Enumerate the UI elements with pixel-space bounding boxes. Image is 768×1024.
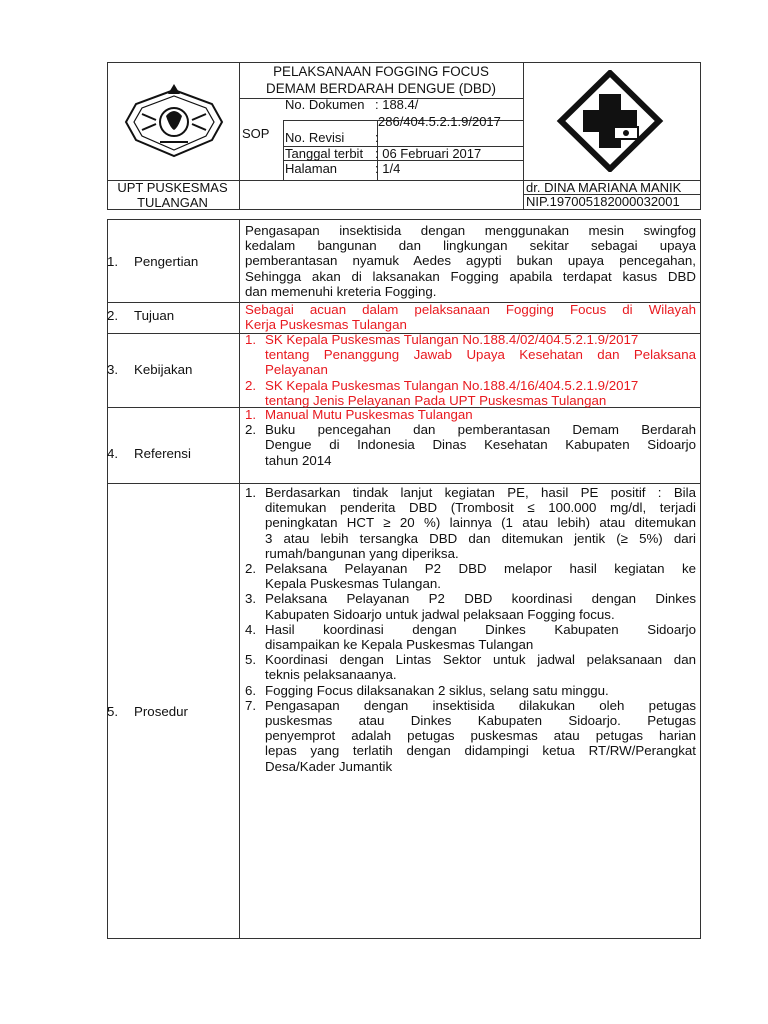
section-label-tujuan: Tujuan	[134, 308, 175, 323]
section-3-label-row	[107, 362, 192, 377]
section-label-prosedur: Prosedur	[134, 704, 188, 719]
section-4-label-row	[107, 446, 191, 461]
signer-name: dr. DINA MARIANA MANIK	[526, 180, 682, 195]
text-line: pemberantasan nyamuk Aedes agypti bukan upaya pencegahan,	[245, 253, 696, 269]
section-label-pengertian: Pengertian	[134, 254, 199, 269]
list-item: 6. Fogging Focus dilaksanakan 2 siklus, selang satu minggu.	[245, 682, 609, 698]
regency-emblem-logo	[116, 76, 232, 168]
page-value: : 1/4	[375, 161, 401, 176]
revision-value: :	[375, 130, 379, 145]
text-line: kedalam bangunan dan lingkungan sekitar sebagai upaya	[245, 238, 696, 254]
signer-nip: NIP.197005182000032001	[526, 194, 680, 209]
section-5-label-row	[107, 704, 188, 719]
pengertian-text	[245, 223, 696, 299]
section-number: 3.	[107, 362, 119, 377]
doc-number-label: No. Dokumen	[285, 97, 365, 112]
puskesmas-cross-logo	[555, 70, 665, 172]
organization-name-line-2: TULANGAN	[137, 195, 208, 210]
list-item: 2. SK Kepala Puskesmas Tulangan No.188.4/16/404.5.2.1.9/2017 tentang Jenis Pelayanan Pada UPT Puskesmas Tulangan	[245, 377, 639, 408]
text-line: Sehingga akan di laksanakan Fogging apabila terdapat kasus DBD	[245, 268, 696, 284]
section-1-label-row	[107, 254, 198, 269]
revision-label: No. Revisi	[285, 130, 345, 145]
list-item: 7. Pengasapan dengan insektisida dilakukan oleh petugas puskesmas atau Dinkes Kabupaten Sidoarjo. Petugas penyemprot adalah petugas puskesmas atau petugas harian lepas yang terlatih dengan didampingi ketua RT/RW/Perangkat Desa/Kader Jumantik	[245, 697, 696, 774]
doc-number-value: : 188.4/	[375, 97, 419, 112]
list-item: 3. Pelaksana Pelayanan P2 DBD koordinasi dengan Dinkes Kabupaten Sidoarjo untuk jadwal pelaksaan Fogging focus.	[245, 591, 696, 622]
section-number: 2.	[107, 308, 119, 323]
list-item: 4. Hasil koordinasi dengan Dinkes Kabupaten Sidoarjo disampaikan ke Kepala Puskesmas Tulangan	[245, 621, 696, 653]
section-number: 5.	[107, 704, 119, 719]
section-label-kebijakan: Kebijakan	[134, 362, 193, 377]
list-item: 5. Koordinasi dengan Lintas Sektor untuk jadwal pelaksanaan dan teknis pelaksanaanya.	[245, 652, 696, 683]
doc-number-value-line-2: 286/404.5.2.1.9/2017	[378, 114, 501, 129]
referensi-list	[245, 407, 696, 468]
text-line: Pengasapan insektisida dengan menggunakan mesin swingfog	[245, 223, 696, 238]
page-label: Halaman	[285, 161, 338, 176]
kebijakan-list	[245, 332, 696, 408]
section-2-label-row	[107, 308, 174, 323]
list-item: 2. Buku pencegahan dan pemberantasan Demam Berdarah Dengue di Indonesia Dinas Kesehatan Kabupaten Sidoarjo tahun 2014	[245, 422, 696, 468]
section-label-referensi: Referensi	[134, 446, 191, 461]
text-line: dan memenuhi kreteria Fogging.	[245, 283, 437, 299]
sop-divider	[283, 120, 284, 180]
section-number: 4.	[107, 446, 119, 461]
text-line: Sebagai acuan dalam pelaksanaan Fogging Focus di Wilayah	[245, 302, 696, 317]
document-title-line-2: DEMAM BERDARAH DENGUE (DBD)	[266, 81, 496, 97]
list-item: 2. Pelaksana Pelayanan P2 DBD melapor hasil kegiatan ke Kepala Puskesmas Tulangan.	[245, 561, 696, 592]
list-item: 1. Manual Mutu Puskesmas Tulangan	[245, 407, 473, 422]
text-line: Kerja Puskesmas Tulangan	[245, 317, 407, 333]
list-item: 1. SK Kepala Puskesmas Tulangan No.188.4/02/404.5.2.1.9/2017 tentang Penanggung Jawab Upaya Kesehatan dan Pelaksana Pelayanan	[245, 332, 696, 378]
sop-label: SOP	[242, 126, 270, 141]
organization-name-line-1: UPT PUSKESMAS	[117, 180, 228, 195]
document-title-line-1: PELAKSANAAN FOGGING FOCUS	[273, 64, 489, 79]
issue-date-label: Tanggal terbit	[285, 146, 364, 161]
list-item: 1. Berdasarkan tindak lanjut kegiatan PE, hasil PE positif : Bila ditemukan penderita DBD (Trombosit ≤ 100.000 mg/dl, terjadi peningkatan HCT ≥ 20 %) lainnya (1 atau lebih) atau ditemukan 3 atau lebih tersangka DBD dan ditemukan jentik (≥ 5%) dari rumah/bangunan yang diperiksa.	[245, 485, 696, 561]
prosedur-list	[245, 485, 696, 774]
issue-date-value: : 06 Februari 2017	[375, 146, 482, 161]
section-number: 1.	[107, 254, 119, 269]
tujuan-text	[245, 302, 696, 332]
